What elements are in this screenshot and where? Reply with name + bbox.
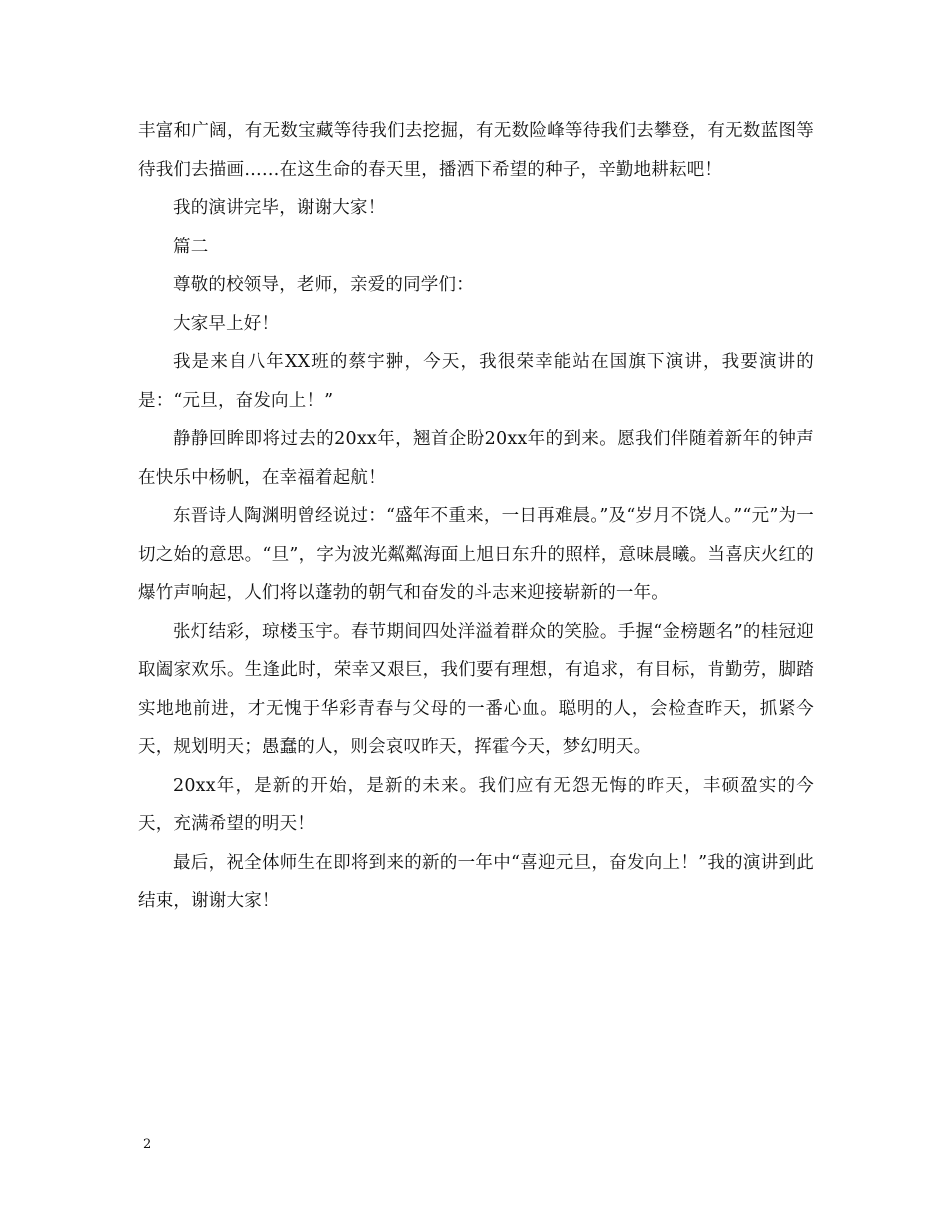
document-body: [138, 112, 814, 921]
paragraph-new-year: 静静回眸即将过去的20xx年，翘首企盼20xx年的到来。愿我们伴随着新年的钟声在快乐中杨帆，在幸福着起航！: [138, 429, 814, 488]
paragraph-greeting: 大家早上好！: [173, 313, 280, 334]
paragraph-quote: 东晋诗人陶渊明曾经说过：“盛年不重来，一日再难晨。”及“岁月不饶人。”“元”为一切之始的意思。“旦”，字为波光粼粼海面上旭日东升的照样，意味晨曦。当喜庆火红的爆竹声响起，人们将以蓬勃的朝气和奋发的斗志来迎接崭新的一年。: [138, 506, 814, 603]
page-number: 2: [143, 1137, 152, 1152]
section-heading: 篇二: [173, 236, 209, 257]
paragraph-conclusion: 最后，祝全体师生在即将到来的新的一年中“喜迎元旦，奋发向上！”我的演讲到此结束，谢谢大家！: [138, 852, 814, 911]
paragraph-continuation: 丰富和广阔，有无数宝藏等待我们去挖掘，有无数险峰等待我们去攀登，有无数蓝图等待我们去描画……在这生命的春天里，播洒下希望的种子，辛勤地耕耘吧！: [138, 121, 814, 180]
paragraph-closing-remarks: 我的演讲完毕，谢谢大家！: [173, 198, 386, 218]
paragraph-festival: 张灯结彩，琼楼玉宇。春节期间四处洋溢着群众的笑脸。手握“金榜题名”的桂冠迎取阖家欢乐。生逢此时，荣幸又艰巨，我们要有理想，有追求，有目标，肯勤劳，脚踏实地地前进，才无愧于华彩青春与父母的一番心血。聪明的人，会检查昨天，抓紧今天，规划明天；愚蠢的人，则会哀叹昨天，挥霍今天，梦幻明天。: [138, 621, 814, 757]
paragraph-introduction: 我是来自八年XX班的蔡宇翀，今天，我很荣幸能站在国旗下演讲，我要演讲的是：“元旦，奋发向上！”: [138, 352, 814, 411]
paragraph-salutation: 尊敬的校领导，老师，亲爱的同学们：: [173, 275, 474, 295]
paragraph-future: 20xx年，是新的开始，是新的未来。我们应有无怨无悔的昨天，丰硕盈实的今天，充满希望的明天！: [138, 775, 814, 834]
